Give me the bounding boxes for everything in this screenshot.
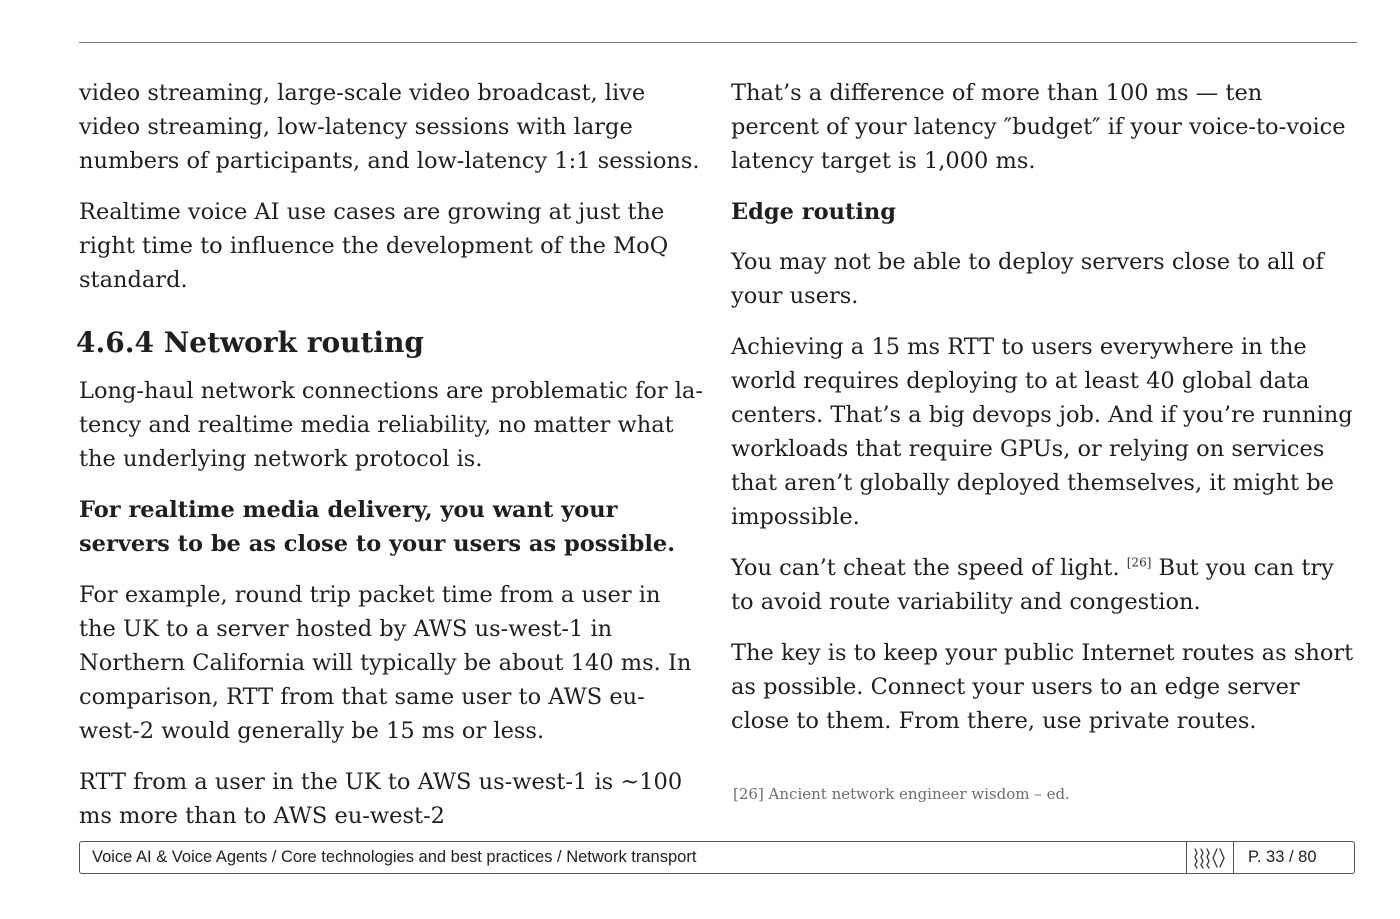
body-paragraph	[731, 551, 1357, 619]
body-paragraph: Achieving a 15 ms RTT to users everywhere in the world requires deploying to at least 40 global data centers. That’s a big devops job. And if you’re running workloads that require GPUs, or relying on services that aren’t globally deployed themselves, it might be impossible.	[731, 334, 1353, 530]
footnote: [26] Ancient network engineer wisdom – ed.	[733, 785, 1070, 803]
body-paragraph: The key is to keep your public Internet routes as short as possible. Connect your users to an edge server close to them. From there, use private routes.	[731, 640, 1354, 734]
body-paragraph: RTT from a user in the UK to AWS us-west-1 is ~100 ms more than to AWS eu-west-2	[79, 769, 683, 829]
page-number: P. 33 / 80	[1248, 848, 1317, 866]
left-column	[76, 76, 704, 850]
footnote-reference[interactable]: [26]	[1126, 555, 1152, 570]
section-heading: 4.6.4 Network routing	[76, 326, 425, 359]
wave-bracket-logo-icon	[1192, 846, 1228, 870]
footer-bar	[79, 841, 1355, 874]
wave-bracket-logo-icon	[1186, 842, 1234, 873]
body-paragraph: That’s a difference of more than 100 ms — ten percent of your latency ″budget″ if your voice-to-voice latency target is 1,000 ms.	[731, 80, 1346, 174]
body-paragraph: Realtime voice AI use cases are growing at just the right time to influence the development of the MoQ standard.	[79, 199, 669, 293]
body-paragraph: For example, round trip packet time from a user in the UK to a server hosted by AWS us-west-1 in Northern California will typically be about 140 ms. In comparison, RTT from that same user to AWS eu-west-2 would generally be 15 ms or less.	[79, 582, 692, 744]
body-paragraph: Long-haul network connections are problematic for latency and realtime media reliability, no matter what the underlying network protocol is.	[79, 378, 703, 472]
top-rule	[79, 42, 1357, 43]
body-paragraph: video streaming, large-scale video broadcast, live video streaming, low-latency sessions with large numbers of participants, and low-latency 1:1 sessions.	[79, 80, 700, 174]
emphasis-paragraph: For realtime media delivery, you want your servers to be as close to your users as possible.	[79, 497, 676, 557]
right-column	[731, 76, 1357, 755]
paragraph-text: You can’t cheat the speed of light.	[731, 555, 1127, 581]
paragraph-text: But you can try to avoid route variability and congestion.	[731, 555, 1334, 615]
breadcrumb[interactable]: Voice AI & Voice Agents / Core technologies and best practices / Network transport	[92, 848, 697, 866]
body-paragraph: You may not be able to deploy servers close to all of your users.	[731, 249, 1324, 309]
subsection-heading: Edge routing	[731, 199, 897, 225]
